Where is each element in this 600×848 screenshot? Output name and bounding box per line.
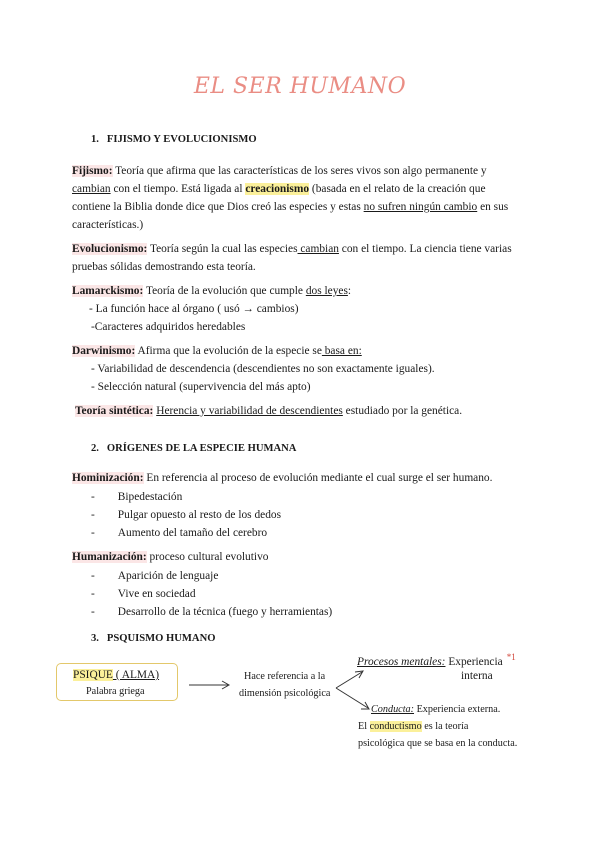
arrow-to-conducta xyxy=(336,688,368,708)
footnote-mark: *1 xyxy=(506,652,516,662)
conducta-line-2: El conductismo es la teoría xyxy=(358,721,469,732)
darwinismo-item: - Variabilidad de descendencia (descendientes no son exactamente iguales). xyxy=(91,363,435,375)
conductismo-highlight: conductismo xyxy=(369,721,422,732)
fijismo-line-3: contiene la Biblia donde dice que Dios creó las especies y estas no sufren ningún cambio en sus xyxy=(72,201,509,213)
hominizacion-item: - Bipedestación xyxy=(91,491,183,503)
procesos-line-2: interna xyxy=(461,670,493,682)
hominizacion-term: Hominización: xyxy=(72,472,144,484)
fijismo-term: Fijismo: xyxy=(72,165,113,177)
lamarckismo-item: -Caracteres adquiridos heredables xyxy=(91,321,246,333)
section-heading-3: 3. PSQUISMO HUMANO xyxy=(91,633,216,644)
evolucionismo-line-1: Evolucionismo: Teoría según la cual las especies cambian con el tiempo. La ciencia tiene varias xyxy=(72,243,512,255)
fijismo-line-2: cambian con el tiempo. Está ligada al creacionismo (basada en el relato de la creación que xyxy=(72,183,486,195)
hominizacion-item: - Aumento del tamaño del cerebro xyxy=(91,527,268,539)
lamarckismo-term: Lamarckismo: xyxy=(72,285,144,297)
darwinismo-term: Darwinismo: xyxy=(72,345,136,357)
section-heading-2: 2. ORÍGENES DE LA ESPECIE HUMANA xyxy=(91,443,297,454)
humanizacion-item: - Desarrollo de la técnica (fuego y herramientas) xyxy=(91,606,333,618)
creacionismo-highlight: creacionismo xyxy=(245,183,310,195)
arrow-to-procesos xyxy=(336,672,362,688)
section-heading-1: 1. FIJISMO Y EVOLUCIONISMO xyxy=(91,134,257,145)
page-title: EL SER HUMANO xyxy=(193,74,407,99)
fijismo-line-4: características.) xyxy=(72,219,144,231)
procesos-line-1: Procesos mentales: Experiencia $^{*1}$ xyxy=(357,652,516,668)
definition-line-1: Hace referencia a la xyxy=(244,671,326,682)
lamarckismo-line-1: Lamarckismo: Teoría de la evolución que cumple dos leyes: xyxy=(72,285,352,297)
definition-line-2: dimensión psicológica xyxy=(239,688,331,699)
conducta-line-1: Conducta: Experiencia externa. xyxy=(371,704,501,715)
humanizacion-term: Humanización: xyxy=(72,551,147,563)
sintetica-line: Teoría sintética: Herencia y variabilidad de descendientes estudiado por la genética. xyxy=(75,405,463,417)
darwinismo-line-1: Darwinismo: Afirma que la evolución de la especie se basa en: xyxy=(72,345,362,357)
conducta-term: Conducta: xyxy=(371,704,415,715)
darwinismo-item: - Selección natural (supervivencia del más apto) xyxy=(91,381,311,393)
evolucionismo-term: Evolucionismo: xyxy=(72,243,148,255)
hominizacion-item: - Pulgar opuesto al resto de los dedos xyxy=(91,509,282,521)
evolucionismo-line-2: pruebas sólidas demostrando esta teoría. xyxy=(72,261,256,273)
procesos-term: Procesos mentales: xyxy=(357,655,446,668)
lamarckismo-item: - La función hace al órgano ( usó → cambios) xyxy=(89,303,299,315)
conducta-line-3: psicológica que se basa en la conducta. xyxy=(358,738,518,749)
humanizacion-item: - Aparición de lenguaje xyxy=(91,570,219,582)
hominizacion-line: Hominización: En referencia al proceso de evolución mediante el cual surge el ser humano. xyxy=(72,472,493,484)
fijismo-line-1: Fijismo: Teoría que afirma que las características de los seres vivos son algo permanente y xyxy=(72,165,487,177)
sintetica-term: Teoría sintética: xyxy=(75,405,154,417)
psique-label: PSIQUE ( ALMA) xyxy=(73,669,160,681)
psique-subtitle: Palabra griega xyxy=(86,686,145,697)
humanizacion-line: Humanización: proceso cultural evolutivo xyxy=(72,551,269,563)
humanizacion-item: - Vive en sociedad xyxy=(91,588,196,600)
